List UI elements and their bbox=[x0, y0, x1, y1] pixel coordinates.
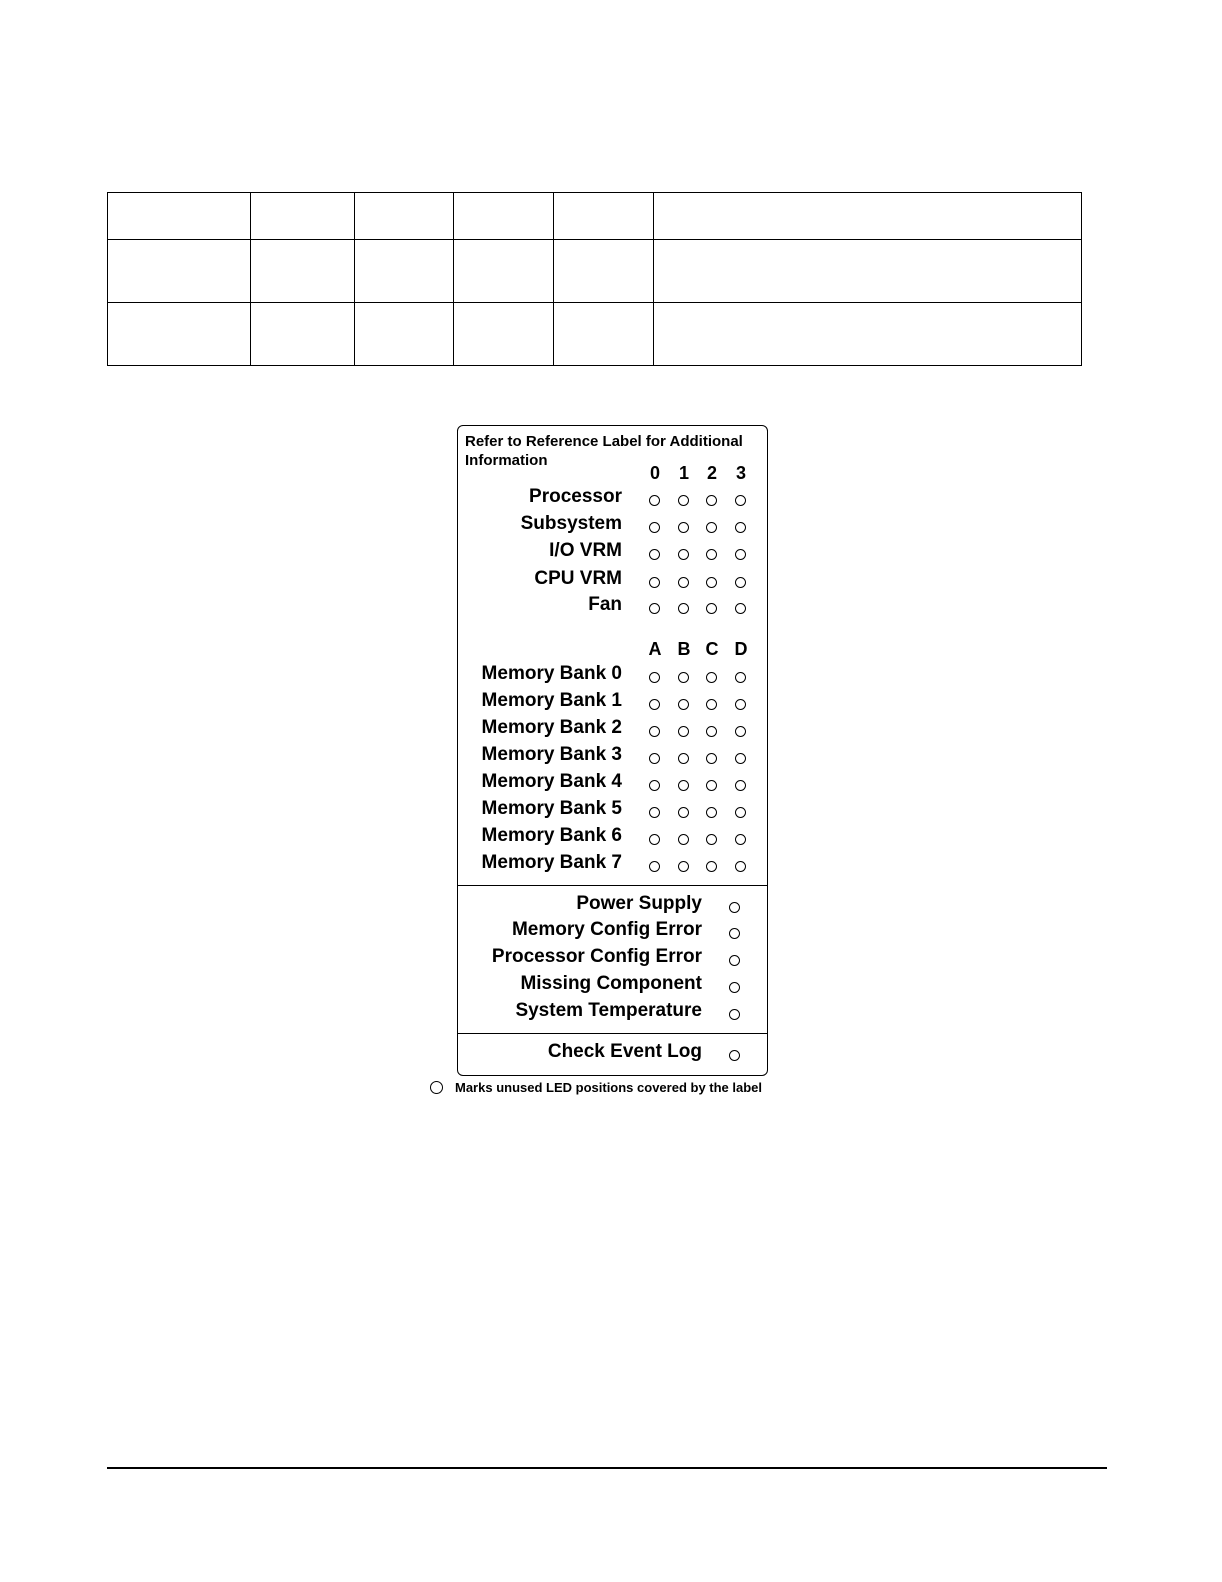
led-indicator-icon bbox=[649, 577, 660, 588]
led-indicator-icon bbox=[735, 522, 746, 533]
led-indicator-icon bbox=[706, 753, 717, 764]
row-label: Memory Config Error bbox=[511, 919, 702, 940]
led-indicator-icon bbox=[678, 861, 689, 872]
table-cell bbox=[108, 193, 251, 240]
led-indicator-icon bbox=[649, 495, 660, 506]
led-indicator-icon bbox=[678, 753, 689, 764]
table-cell bbox=[554, 193, 654, 240]
led-indicator-icon bbox=[729, 955, 740, 966]
column-header: 1 bbox=[678, 463, 689, 483]
led-indicator-icon bbox=[649, 780, 660, 791]
led-reference-label bbox=[457, 425, 768, 1076]
column-header: 0 bbox=[649, 463, 660, 483]
led-indicator-icon bbox=[678, 726, 689, 737]
led-indicator-icon bbox=[735, 549, 746, 560]
led-indicator-icon bbox=[706, 834, 717, 845]
table-cell bbox=[654, 240, 1082, 303]
led-indicator-icon bbox=[729, 902, 740, 913]
led-indicator-icon bbox=[735, 699, 746, 710]
row-label: Memory Bank 1 bbox=[481, 690, 622, 711]
led-indicator-icon bbox=[649, 726, 660, 737]
led-indicator-icon bbox=[649, 603, 660, 614]
led-indicator-icon bbox=[735, 495, 746, 506]
table-cell bbox=[251, 303, 355, 366]
row-label: Memory Bank 4 bbox=[481, 771, 622, 792]
led-indicator-icon bbox=[678, 834, 689, 845]
row-label: CPU VRM bbox=[534, 568, 622, 589]
row-label: Processor bbox=[529, 486, 622, 507]
table-cell bbox=[454, 303, 554, 366]
led-indicator-icon bbox=[649, 522, 660, 533]
led-indicator-icon bbox=[735, 672, 746, 683]
table-cell bbox=[654, 303, 1082, 366]
table-cell bbox=[355, 240, 454, 303]
row-label: Memory Bank 0 bbox=[481, 663, 622, 684]
column-header: D bbox=[734, 639, 748, 659]
footer-rule bbox=[107, 1467, 1107, 1469]
led-indicator-icon bbox=[678, 495, 689, 506]
table-cell bbox=[454, 193, 554, 240]
led-indicator-icon bbox=[729, 928, 740, 939]
led-indicator-icon bbox=[706, 726, 717, 737]
led-indicator-icon bbox=[678, 577, 689, 588]
row-label: I/O VRM bbox=[549, 540, 622, 561]
led-indicator-icon bbox=[735, 861, 746, 872]
led-indicator-icon bbox=[706, 522, 717, 533]
table-cell bbox=[454, 240, 554, 303]
row-label: Memory Bank 7 bbox=[481, 852, 622, 873]
led-indicator-icon bbox=[729, 1050, 740, 1061]
led-indicator-icon bbox=[729, 1009, 740, 1020]
led-indicator-icon bbox=[706, 495, 717, 506]
led-indicator-icon bbox=[706, 672, 717, 683]
table-cell bbox=[251, 193, 355, 240]
row-label: Memory Bank 3 bbox=[481, 744, 622, 765]
label-header: Refer to Reference Label for Additional Information bbox=[465, 433, 743, 469]
table-row bbox=[108, 193, 1082, 240]
row-label: Memory Bank 5 bbox=[481, 798, 622, 819]
column-header: C bbox=[705, 639, 719, 659]
led-indicator-icon bbox=[649, 672, 660, 683]
led-indicator-icon bbox=[735, 726, 746, 737]
table-row bbox=[108, 303, 1082, 366]
table-row bbox=[108, 240, 1082, 303]
led-indicator-icon bbox=[706, 577, 717, 588]
table-cell bbox=[108, 303, 251, 366]
led-indicator-icon bbox=[649, 807, 660, 818]
led-indicator-icon bbox=[678, 780, 689, 791]
led-indicator-icon bbox=[735, 834, 746, 845]
led-indicator-icon bbox=[678, 672, 689, 683]
table-cell bbox=[355, 303, 454, 366]
row-label: Check Event Log bbox=[547, 1041, 702, 1062]
led-indicator-icon bbox=[735, 753, 746, 764]
led-indicator-icon bbox=[706, 861, 717, 872]
led-indicator-icon bbox=[678, 699, 689, 710]
section-divider bbox=[458, 885, 767, 886]
row-label: Power Supply bbox=[576, 893, 702, 914]
column-header: A bbox=[648, 639, 662, 659]
row-label: Processor Config Error bbox=[491, 946, 702, 967]
led-indicator-icon bbox=[706, 699, 717, 710]
column-header: B bbox=[677, 639, 691, 659]
led-indicator-icon bbox=[706, 549, 717, 560]
led-indicator-icon bbox=[649, 861, 660, 872]
row-label: Subsystem bbox=[520, 513, 622, 534]
led-indicator-icon bbox=[649, 834, 660, 845]
led-indicator-icon bbox=[678, 807, 689, 818]
led-indicator-icon bbox=[706, 603, 717, 614]
row-label: Missing Component bbox=[520, 973, 702, 994]
table-cell bbox=[654, 193, 1082, 240]
led-indicator-icon bbox=[735, 807, 746, 818]
row-label: Memory Bank 6 bbox=[481, 825, 622, 846]
led-indicator-icon bbox=[735, 780, 746, 791]
column-header: 3 bbox=[735, 463, 746, 483]
led-indicator-icon bbox=[649, 753, 660, 764]
column-header: 2 bbox=[706, 463, 717, 483]
unused-led-marker-icon bbox=[430, 1081, 443, 1094]
led-indicator-icon bbox=[706, 780, 717, 791]
table-cell bbox=[554, 240, 654, 303]
led-indicator-icon bbox=[729, 982, 740, 993]
table-cell bbox=[554, 303, 654, 366]
led-indicator-icon bbox=[735, 577, 746, 588]
led-indicator-icon bbox=[678, 549, 689, 560]
led-indicator-icon bbox=[735, 603, 746, 614]
section-divider bbox=[458, 1033, 767, 1034]
led-indicator-icon bbox=[649, 549, 660, 560]
empty-grid-table bbox=[107, 192, 1082, 366]
table-cell bbox=[251, 240, 355, 303]
row-label: Memory Bank 2 bbox=[481, 717, 622, 738]
row-label: Fan bbox=[588, 594, 622, 615]
legend-text: Marks unused LED positions covered by the label bbox=[455, 1080, 763, 1095]
led-indicator-icon bbox=[678, 522, 689, 533]
led-indicator-icon bbox=[649, 699, 660, 710]
row-label: System Temperature bbox=[515, 1000, 702, 1021]
table-cell bbox=[355, 193, 454, 240]
led-indicator-icon bbox=[706, 807, 717, 818]
table-cell bbox=[108, 240, 251, 303]
led-indicator-icon bbox=[678, 603, 689, 614]
